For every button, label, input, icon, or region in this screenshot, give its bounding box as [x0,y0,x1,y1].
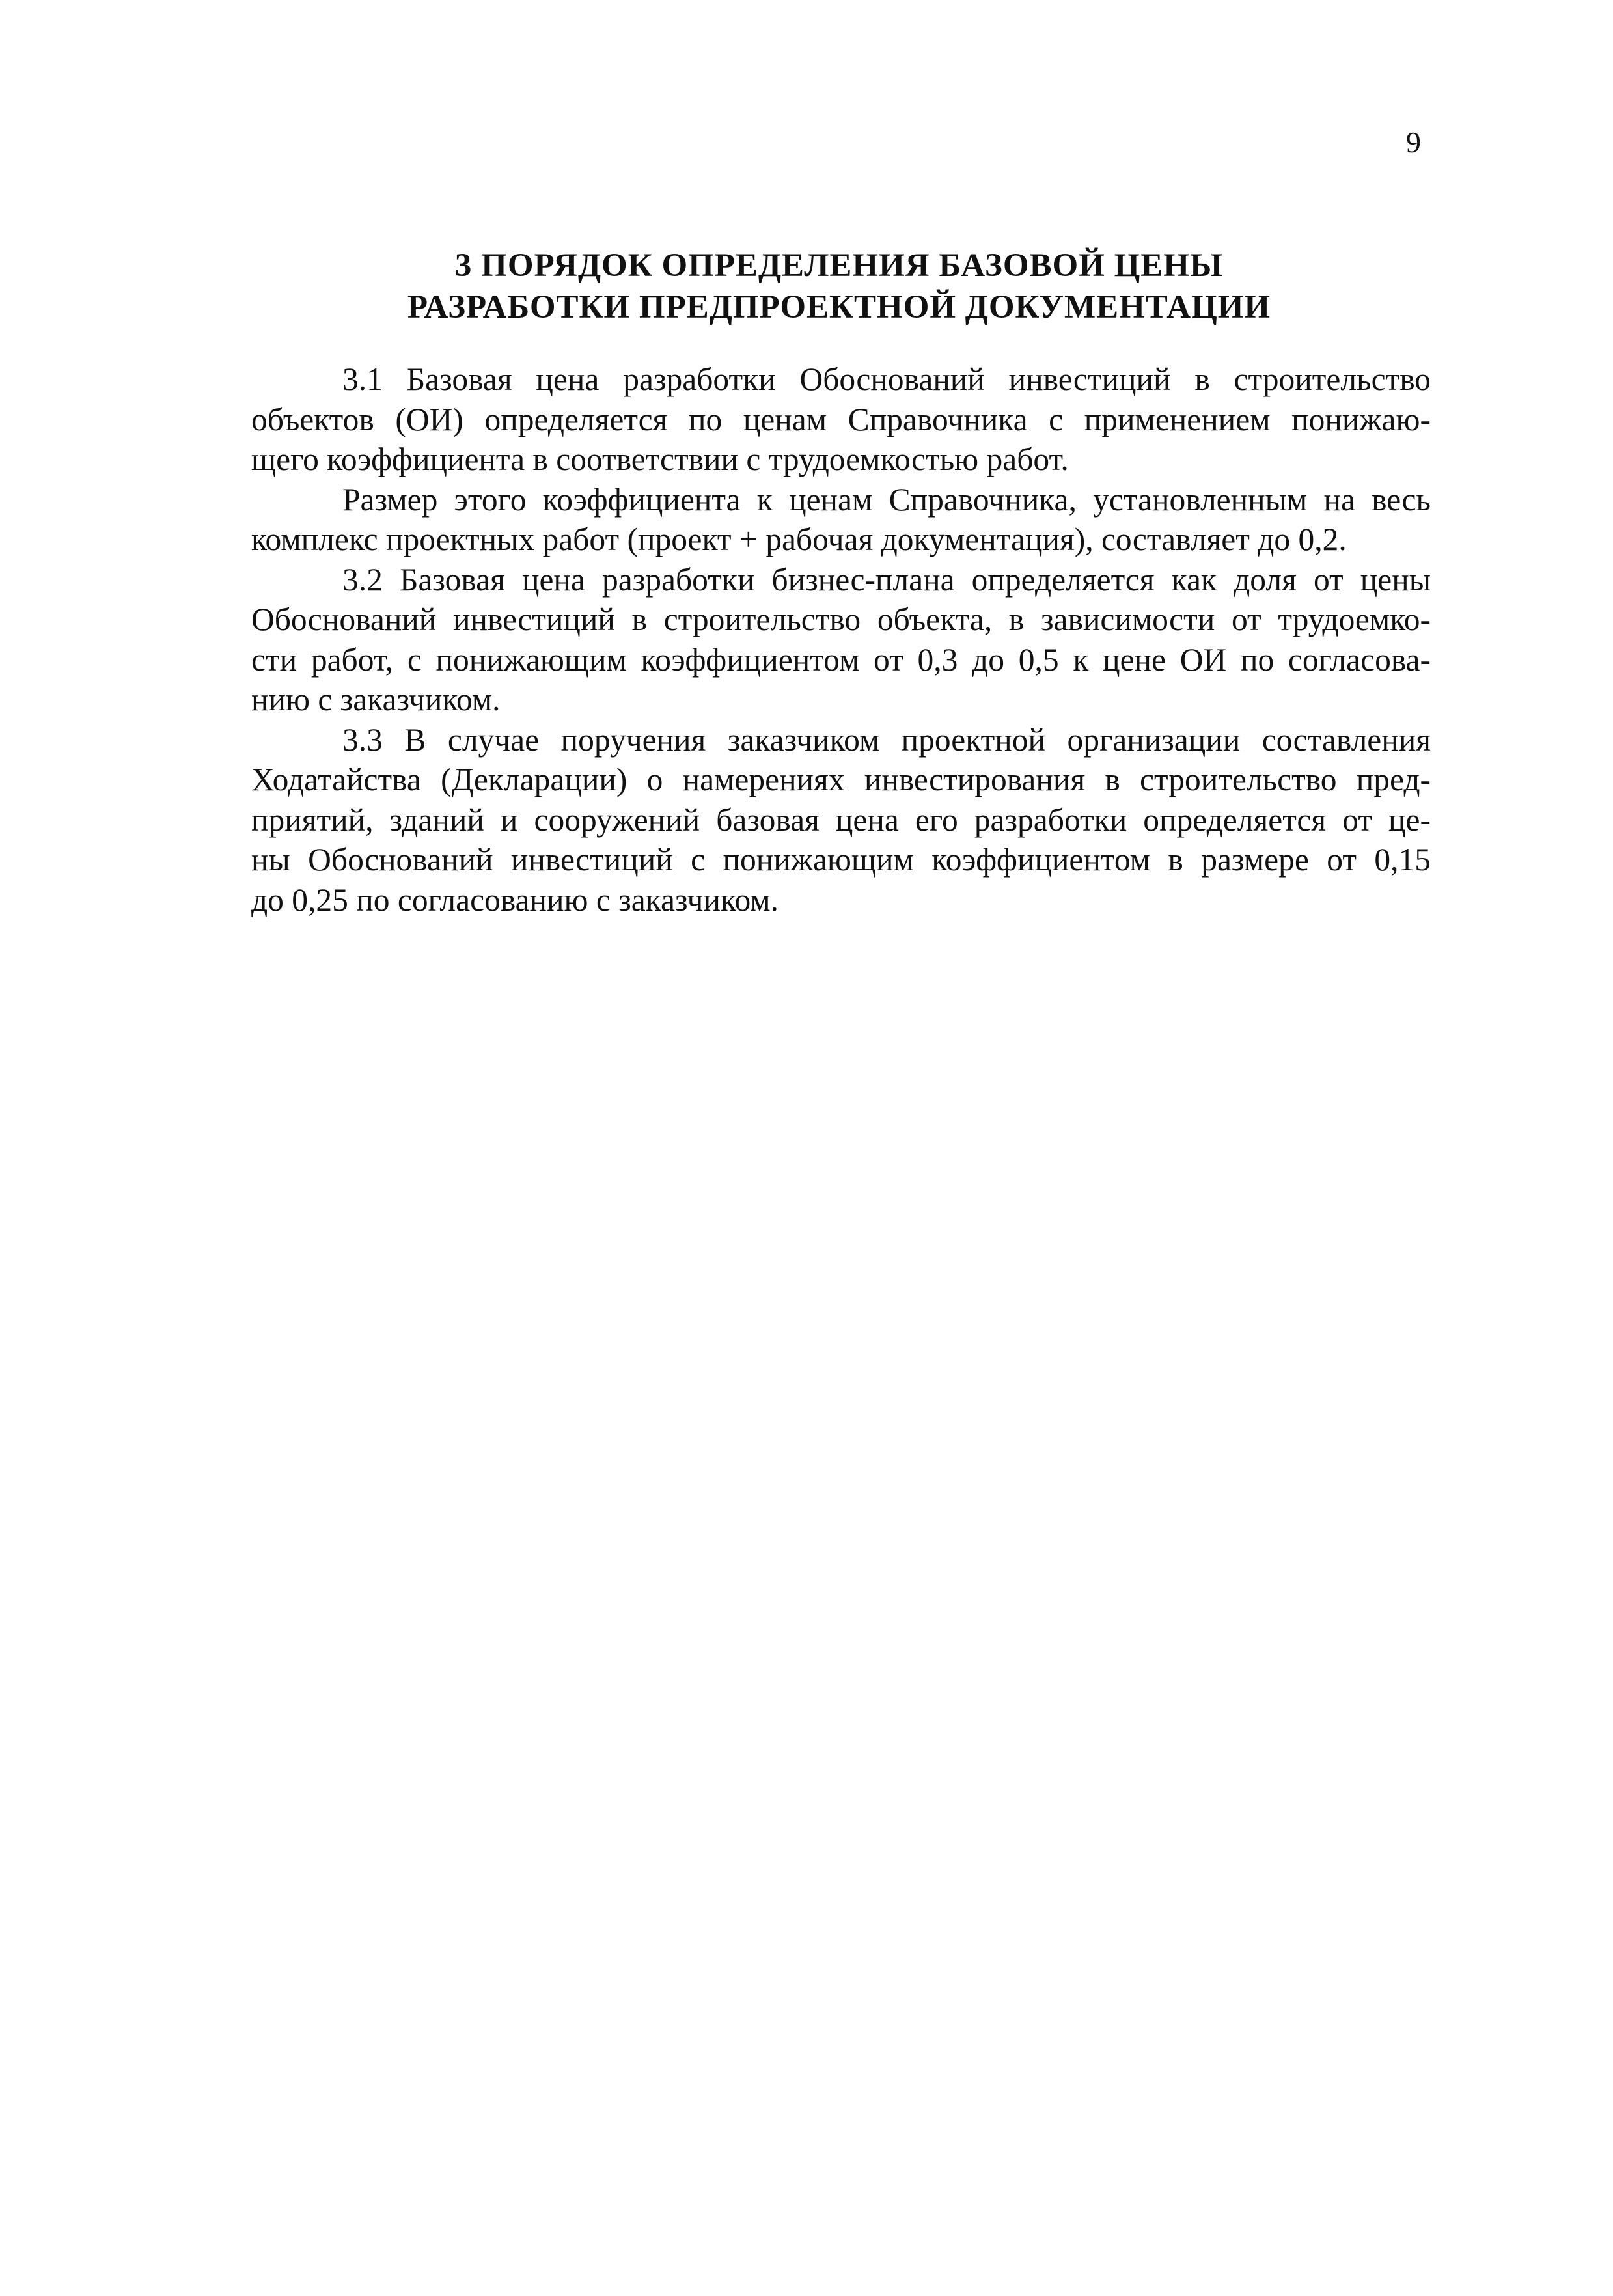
text-line: приятий, зданий и сооружений базовая цена его разработки определяется от це- [251,801,1431,838]
text-line: комплекс проектных работ (проект + рабочая документация), составляет до 0,2. [251,521,1347,557]
text-line: нию с заказчиком. [251,682,501,717]
body-text [251,359,1431,920]
section-heading-line-2: РАЗРАБОТКИ ПРЕДПРОЕКТНОЙ ДОКУМЕНТАЦИИ [407,289,1271,325]
paragraph-3-1 [251,359,1431,480]
text-line: щего коэффициента в соответствии с трудоемкостью работ. [251,441,1069,477]
paragraph-3-2 [251,560,1431,720]
section-heading [247,245,1431,328]
text-line: Обоснований инвестиций в строительство объекта, в зависимости от трудоемко- [251,602,1431,637]
text-line: до 0,25 по согласованию с заказчиком. [251,881,779,918]
text-line: ны Обоснований инвестиций с понижающим коэффициентом в размере от 0,15 [251,842,1431,878]
text-line: объектов (ОИ) определяется по ценам Справочника с применением понижаю- [251,401,1431,437]
text-line: Ходатайства (Декларации) о намерениях инвестирования в строительство пред- [251,762,1431,797]
text-line: 3.1 Базовая цена разработки Обоснований инвестиций в строительство [342,361,1431,397]
text-line: сти работ, с понижающим коэффициентом от 0,3 до 0,5 к цене ОИ по согласова- [251,641,1431,678]
text-line: 3.2 Базовая цена разработки бизнес-плана определяется как доля от цены [342,561,1431,598]
page-number: 9 [1406,126,1421,159]
paragraph-coefficient [251,480,1431,560]
paragraph-3-3 [251,720,1431,920]
section-heading-line-1: 3 ПОРЯДОК ОПРЕДЕЛЕНИЯ БАЗОВОЙ ЦЕНЫ [454,247,1224,284]
text-line: 3.3 В случае поручения заказчиком проектной организации составления [342,721,1431,758]
text-line: Размер этого коэффициента к ценам Справочника, установленным на весь [342,481,1431,518]
